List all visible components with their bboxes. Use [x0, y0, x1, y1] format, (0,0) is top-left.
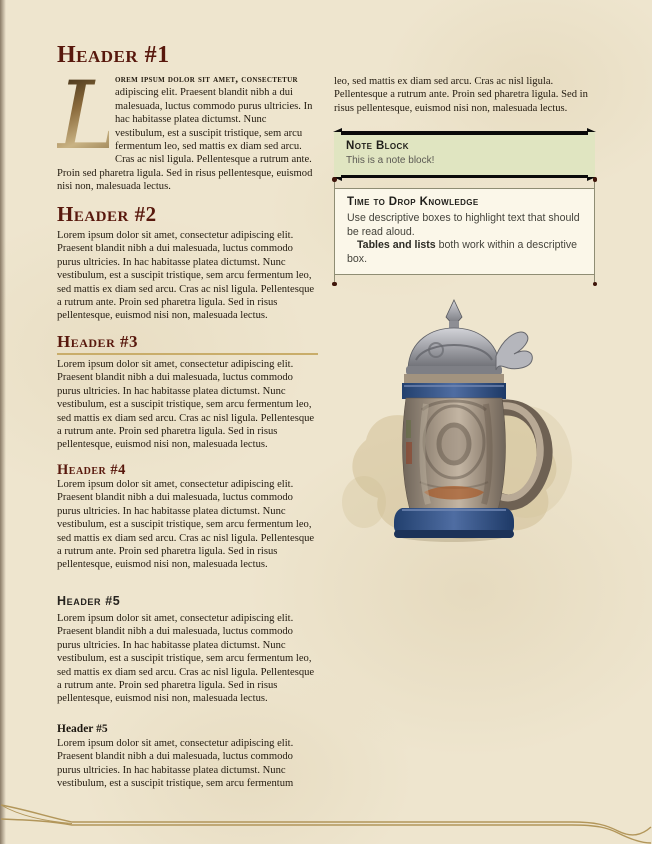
descriptive-box-line2 — [347, 239, 582, 266]
beer-stein-svg — [334, 290, 574, 548]
descriptive-box-corner-dot — [332, 177, 337, 182]
descriptive-box-corner-dot — [593, 282, 598, 287]
note-body-text: This is a note block! — [346, 155, 435, 166]
section-2-paragraph: Lorem ipsum dolor sit amet, consectetur adipiscing elit. Praesent blandit nibh a dui malesuada, luctus commodo purus ultricies. In hac habitasse platea dictumst. Nunc vestibulum, est a suscipit tristique, sem arcu fermentum leo, sed mattis ex diam sed arcu. Cras ac nisl ligula. Pellentesque a rutrum ante. Proin sed pharetra ligula. Sed in risus pellentesque, euismod nisi non, malesuada lectus. — [57, 230, 315, 322]
section-4-paragraph: Lorem ipsum dolor sit amet, consectetur adipiscing elit. Praesent blandit nibh a dui malesuada, luctus commodo purus ultricies. In hac habitasse platea dictumst. Nunc vestibulum, est a suscipit tristique, sem arcu fermentum leo, sed mattis ex diam sed arcu. Cras ac nisl ligula. Pellentesque a rutrum ante. Proin sed pharetra ligula. Sed in risus pellentesque, euismod nisi non, malesuada lectus. — [57, 479, 315, 571]
note-corner-ornament — [587, 128, 596, 132]
column-left — [57, 42, 318, 794]
heading-4: Header #4 — [57, 462, 126, 478]
section-6-paragraph-truncated: Lorem ipsum dolor sit amet, consectetur adipiscing elit. Praesent blandit nibh a dui malesuada, luctus commodo purus ultricies. In hac habitasse platea dictumst. Nunc vestibulum, est a suscipit tristique, sem arcu fermentum — [57, 738, 294, 790]
descriptive-box-bold-text: Tables and lists — [357, 239, 436, 252]
note-block — [334, 132, 595, 177]
descriptive-box-line2-rest: both work within a descriptive box. — [347, 239, 578, 265]
descriptive-box-line1: Use descriptive boxes to highlight text that should be read aloud. — [347, 212, 580, 238]
heading-5: Header #5 — [57, 594, 121, 608]
note-corner-ornament — [333, 128, 342, 132]
drop-cap-letter: L — [57, 62, 120, 171]
section-5-paragraph: Lorem ipsum dolor sit amet, consectetur adipiscing elit. Praesent blandit nibh a dui malesuada, luctus commodo purus ultricies. In hac habitasse platea dictumst. Nunc vestibulum, est a suscipit tristique, sem arcu fermentum leo, sed mattis ex diam sed arcu. Cras ac nisl ligula. Pellentesque a rutrum ante. Proin sed pharetra ligula. Sed in risus pellentesque, euismod nisi non, malesuada lectus. — [57, 613, 315, 705]
descriptive-box — [334, 188, 595, 275]
column-right — [334, 42, 595, 802]
footer-flourish — [0, 802, 652, 844]
descriptive-box-title: Time to Drop Knowledge — [347, 196, 479, 208]
descriptive-box-corner-dot — [332, 282, 337, 287]
descriptive-box-corner-dot — [593, 177, 598, 182]
intro-paragraph — [57, 62, 318, 194]
intro-lead-smallcaps: orem ipsum dolor sit amet, consectetur — [115, 74, 298, 85]
heading-6: Header #5 — [57, 723, 108, 735]
overflow-paragraph: leo, sed mattis ex diam sed arcu. Cras ac nisl ligula. Pellentesque a rutrum ante. Proin sed pharetra ligula. Sed in risus pellentesque, euismod nisi non, malesuada lectus. — [334, 76, 588, 114]
heading-2: Header #2 — [57, 202, 157, 226]
beer-stein-illustration — [334, 290, 595, 550]
section-3-paragraph: Lorem ipsum dolor sit amet, consectetur adipiscing elit. Praesent blandit nibh a dui malesuada, luctus commodo purus ultricies. In hac habitasse platea dictumst. Nunc vestibulum, est a suscipit tristique, sem arcu fermentum leo, sed mattis ex diam sed arcu. Cras ac nisl ligula. Pellentesque a rutrum ante. Proin sed pharetra ligula. Sed in risus pellentesque, euismod nisi non, malesuada lectus. — [57, 359, 315, 451]
page-left-edge-shadow — [0, 0, 6, 844]
note-bottom-border — [341, 175, 588, 179]
heading-1: Header #1 — [57, 42, 170, 68]
note-top-border — [341, 131, 588, 135]
heading-3: Header #3 — [57, 332, 318, 355]
intro-body-text: adipiscing elit. Praesent blandit nibh a dui malesuada, luctus commodo purus ultricies. In hac habitasse platea dictumst. Nunc vestibulum, est a suscipit tristique, sem arcu fermentum leo, sed mattis ex diam sed arcu. Cras ac nisl ligula. Pellentesque a rutrum ante. Proin sed pharetra ligula. Sed in risus pellentesque, euismod nisi non, malesuada lectus. — [57, 87, 313, 193]
note-title: Note Block — [346, 140, 409, 152]
